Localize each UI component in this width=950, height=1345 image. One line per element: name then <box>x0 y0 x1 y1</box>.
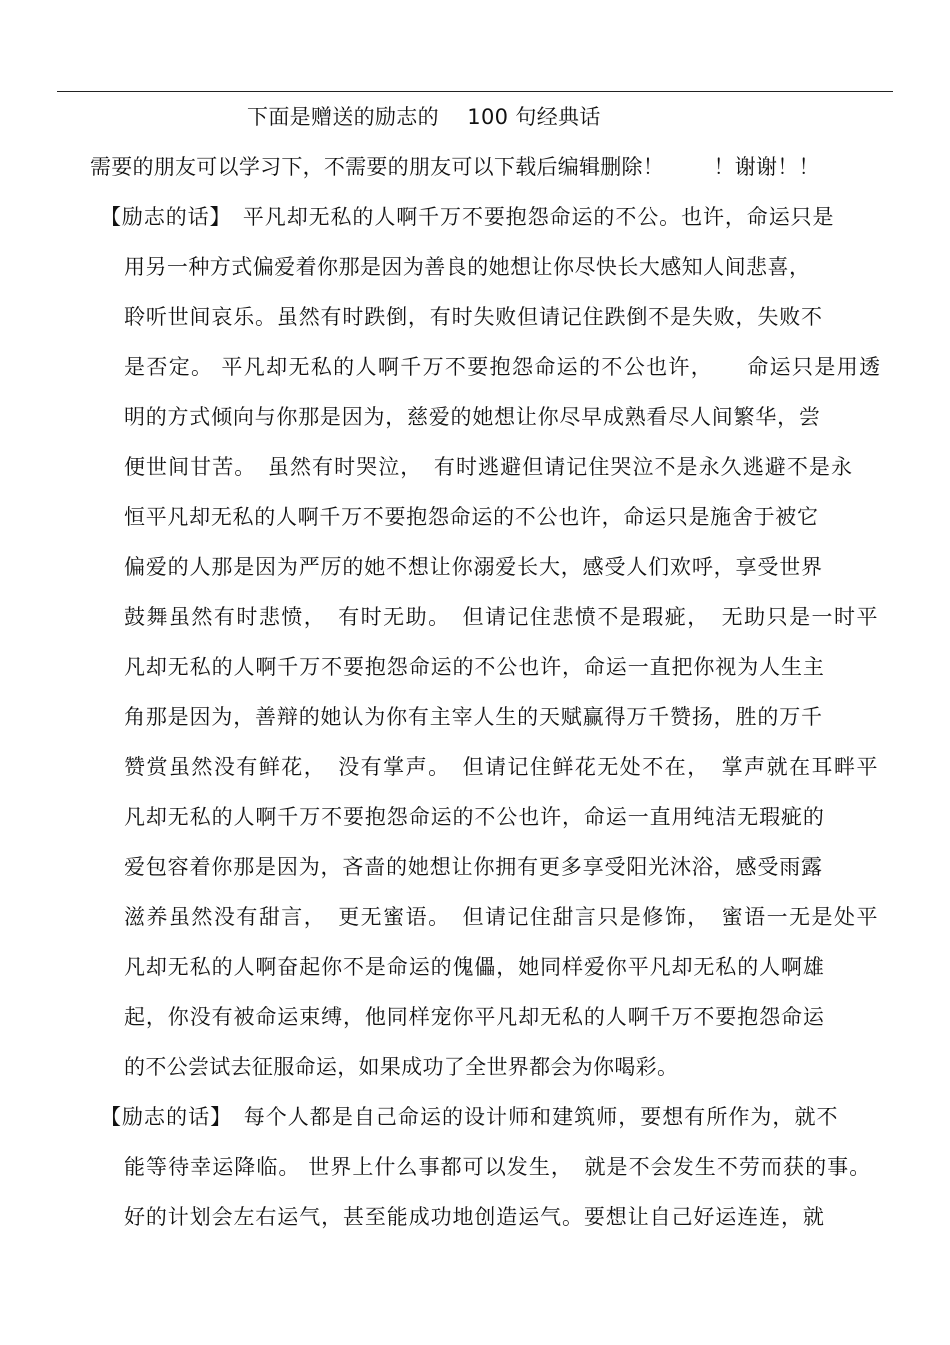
document-note: 需要的朋友可以学习下，不需要的朋友可以下载后编辑删除！ ！谢谢！！ <box>90 155 820 179</box>
header-rule <box>57 91 893 92</box>
text-line: 明的方式倾向与你那是因为，慈爱的她想让你尽早成熟看尽人间繁华，尝 <box>124 405 821 429</box>
text-line: 的不公尝试去征服命运，如果成功了全世界都会为你喝彩。 <box>124 1055 679 1079</box>
document-title: 下面是赠送的励志的 100 句经典话 <box>247 105 601 129</box>
text-line: 凡却无私的人啊奋起你不是命运的傀儡，她同样爱你平凡却无私的人啊雄 <box>124 955 825 979</box>
text-line: 角那是因为，善辩的她认为你有主宰人生的天赋赢得万千赞扬，胜的万千 <box>124 705 823 729</box>
text-line: 滋养虽然没有甜言， 更无蜜语。 但请记住甜言只是修饰， 蜜语一无是处平 <box>124 905 879 929</box>
text-line: 聆听世间哀乐。虽然有时跌倒，有时失败但请记住跌倒不是失败，失败不 <box>124 305 823 329</box>
text-line: 凡却无私的人啊千万不要抱怨命运的不公也许，命运一直用纯洁无瑕疵的 <box>124 805 825 829</box>
text-line: 便世间甘苦。 虽然有时哭泣， 有时逃避但请记住哭泣不是永久逃避不是永 <box>124 455 854 479</box>
text-line: 鼓舞虽然有时悲愤， 有时无助。 但请记住悲愤不是瑕疵， 无助只是一时平 <box>124 605 879 629</box>
text-line: 凡却无私的人啊千万不要抱怨命运的不公也许，命运一直把你视为人生主 <box>124 655 825 679</box>
text-line: 是否定。 平凡却无私的人啊千万不要抱怨命运的不公也许， 命运只是用透 <box>124 355 882 379</box>
text-line: 【励志的话】 平凡却无私的人啊千万不要抱怨命运的不公。也许，命运只是 <box>100 205 835 229</box>
text-line: 爱包容着你那是因为，吝啬的她想让你拥有更多享受阳光沐浴，感受雨露 <box>124 855 823 879</box>
text-line: 用另一种方式偏爱着你那是因为善良的她想让你尽快长大感知人间悲喜， <box>124 255 811 279</box>
text-line: 赞赏虽然没有鲜花， 没有掌声。 但请记住鲜花无处不在， 掌声就在耳畔平 <box>124 755 879 779</box>
text-line: 起，你没有被命运束缚，他同样宠你平凡却无私的人啊千万不要抱怨命运 <box>124 1005 825 1029</box>
text-line: 能等待幸运降临。 世界上什么事都可以发生， 就是不会发生不劳而获的事。 <box>124 1155 872 1179</box>
text-line: 恒平凡却无私的人啊千万不要抱怨命运的不公也许，命运只是施舍于被它 <box>124 505 819 529</box>
text-line: 【励志的话】 每个人都是自己命运的设计师和建筑师，要想有所作为，就不 <box>100 1105 839 1129</box>
text-line: 偏爱的人那是因为严厉的她不想让你溺爱长大，感受人们欢呼，享受世界 <box>124 555 823 579</box>
text-line: 好的计划会左右运气，甚至能成功地创造运气。要想让自己好运连连，就 <box>124 1205 825 1229</box>
